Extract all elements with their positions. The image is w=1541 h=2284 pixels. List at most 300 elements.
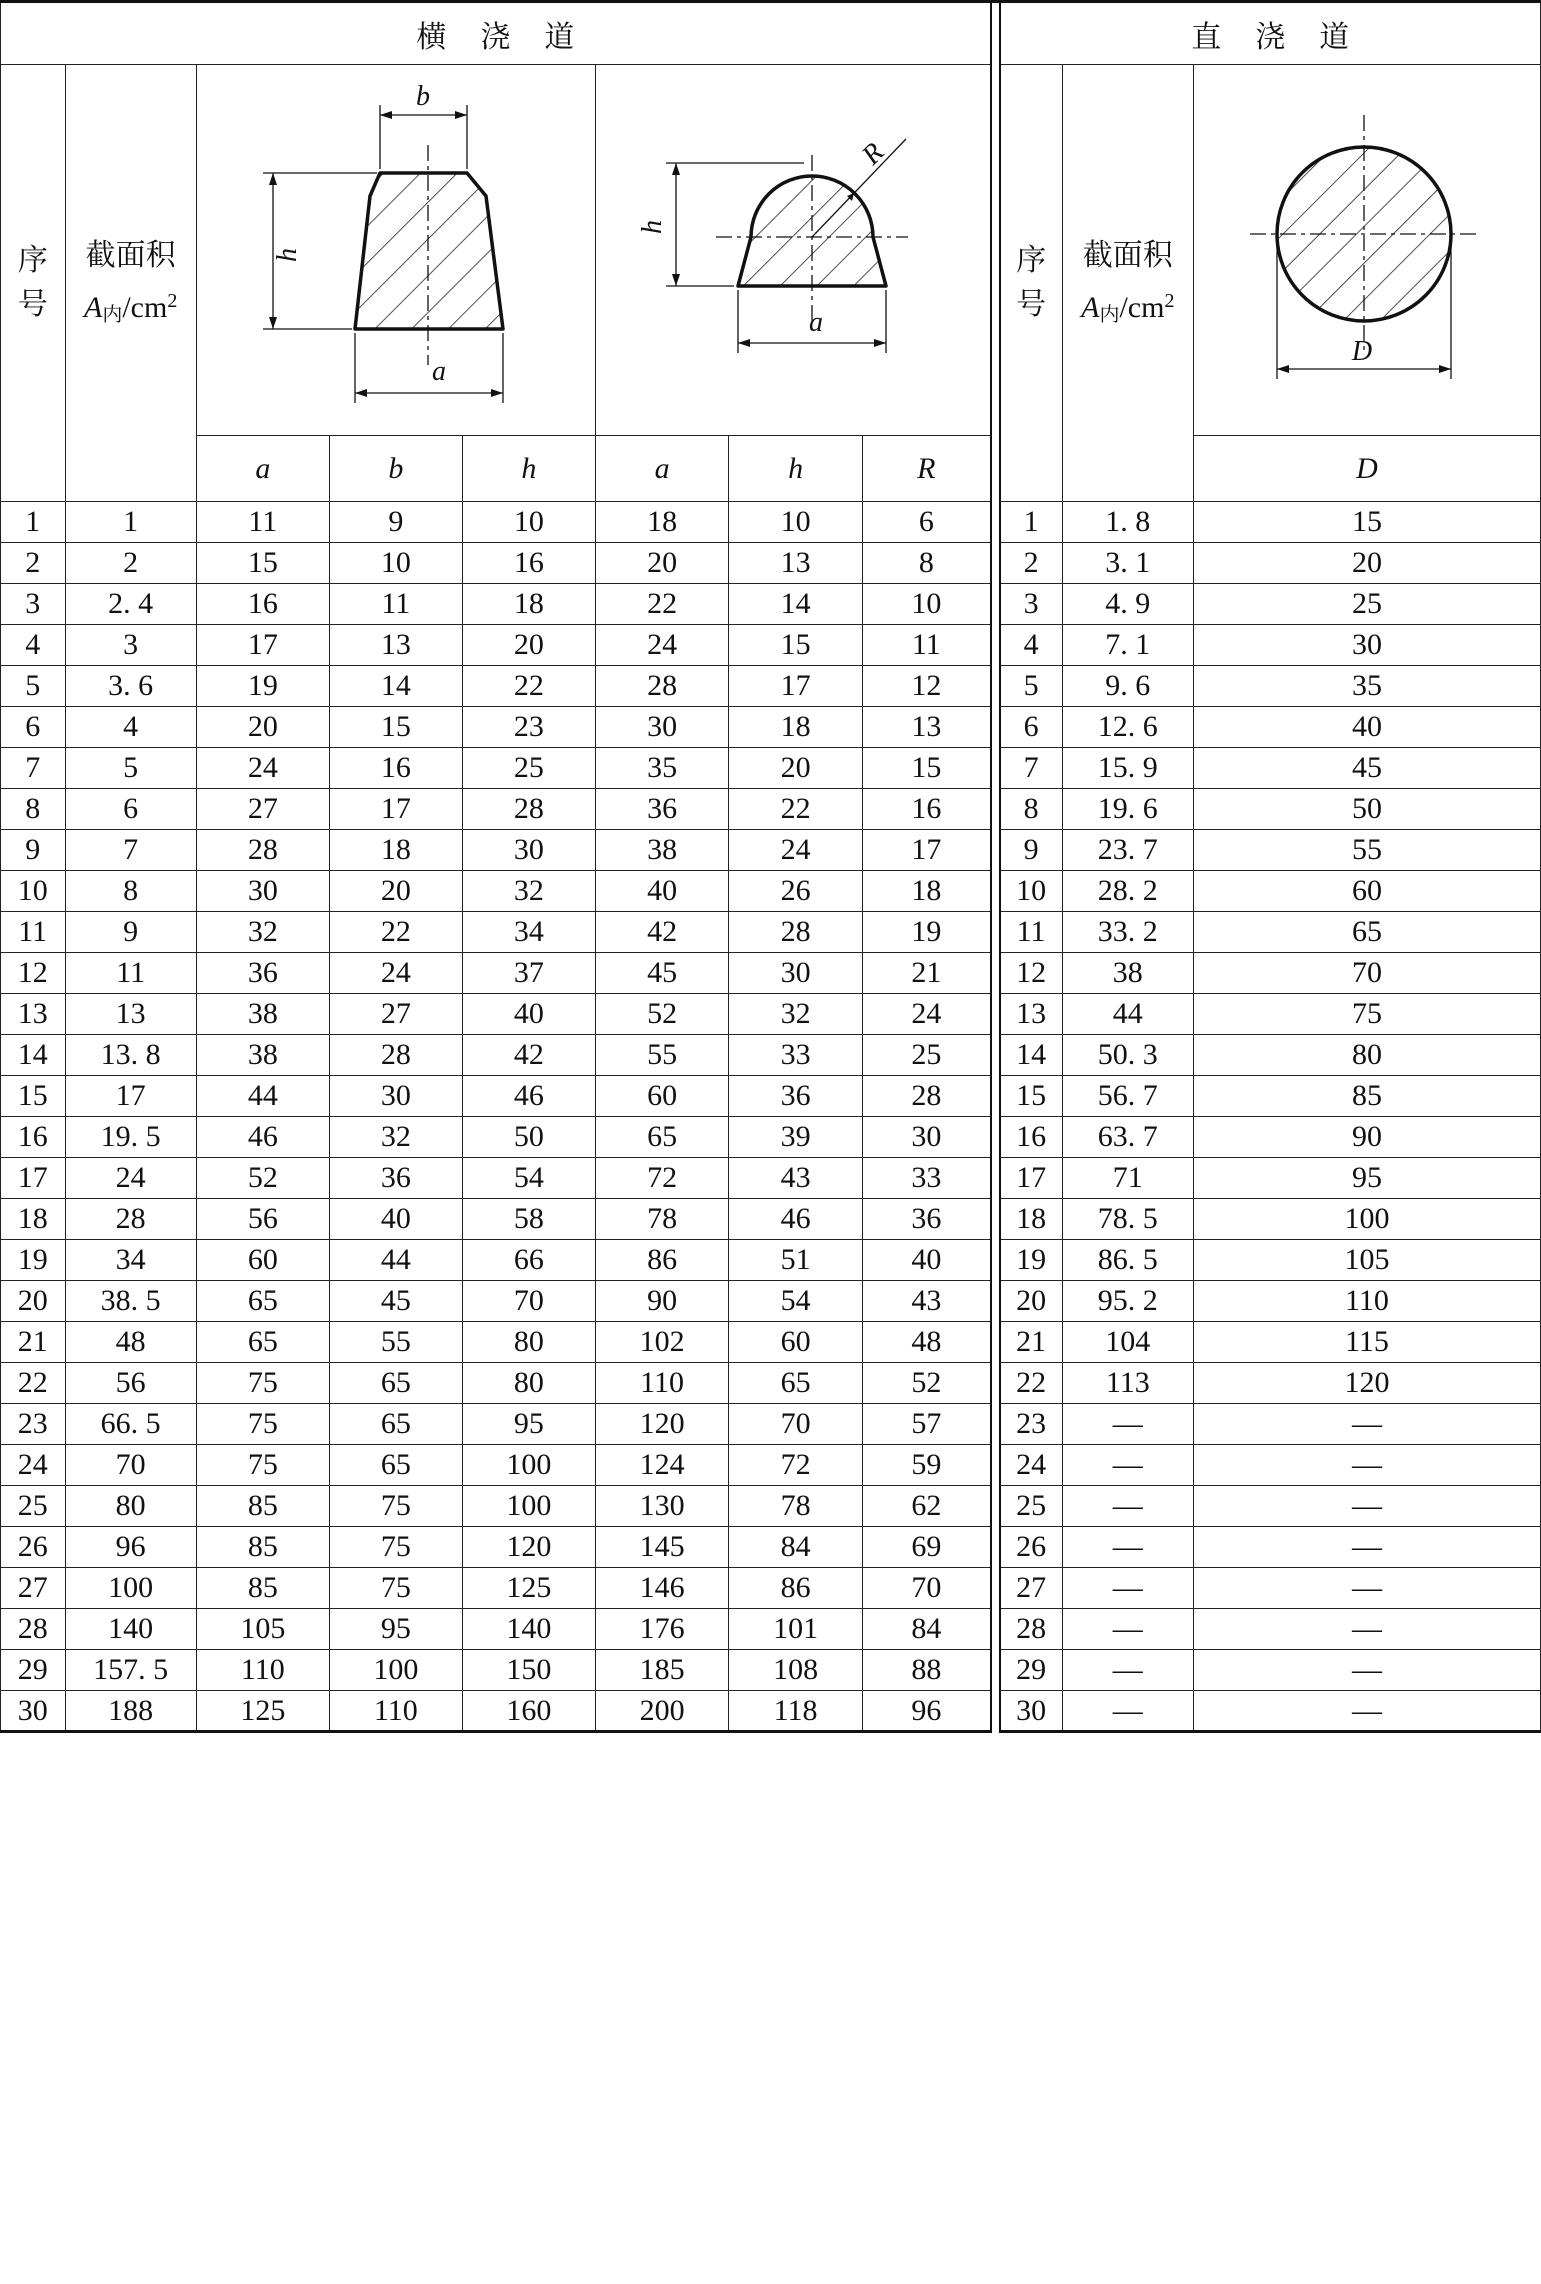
sprue-no-cell: 6 — [1000, 707, 1063, 748]
sprue-d-cell: 110 — [1193, 1281, 1540, 1322]
trap-a-cell: 75 — [196, 1404, 329, 1445]
dome-h-cell: 43 — [729, 1158, 863, 1199]
circle-d-header: D — [1193, 436, 1540, 502]
row-no-cell: 16 — [1, 1117, 66, 1158]
sprue-area-cell: 4. 9 — [1062, 584, 1193, 625]
trapezoid-runner-figure-cell — [196, 65, 595, 436]
trap-h-cell: 100 — [462, 1486, 595, 1527]
runner-area-cell: 19. 5 — [65, 1117, 196, 1158]
dome-h-cell: 60 — [729, 1322, 863, 1363]
trap-h-cell: 34 — [462, 912, 595, 953]
sprue-no-cell: 7 — [1000, 748, 1063, 789]
sprue-d-cell: 60 — [1193, 871, 1540, 912]
trap-a-cell: 32 — [196, 912, 329, 953]
trap-h-cell: 150 — [462, 1650, 595, 1691]
trap-a-cell: 65 — [196, 1322, 329, 1363]
table-row — [1, 1117, 1541, 1158]
table-row — [1, 1527, 1541, 1568]
trap-b-cell: 18 — [329, 830, 462, 871]
dome-h-cell: 28 — [729, 912, 863, 953]
runner-area-cell: 48 — [65, 1322, 196, 1363]
dome-h-cell: 65 — [729, 1363, 863, 1404]
trap-b-cell: 75 — [329, 1527, 462, 1568]
table-row — [1, 953, 1541, 994]
trap-h-cell: 37 — [462, 953, 595, 994]
sprue-no-cell: 22 — [1000, 1363, 1063, 1404]
sprue-d-cell: — — [1193, 1527, 1540, 1568]
row-no-cell: 5 — [1, 666, 66, 707]
sprue-no-cell: 9 — [1000, 830, 1063, 871]
trap-a-cell: 85 — [196, 1486, 329, 1527]
dome-a-cell: 20 — [595, 543, 729, 584]
table-row — [1, 666, 1541, 707]
dome-r-cell: 96 — [862, 1691, 991, 1732]
dome-a-cell: 124 — [595, 1445, 729, 1486]
trap-b-cell: 65 — [329, 1404, 462, 1445]
table-row — [1, 1404, 1541, 1445]
trap-a-cell: 65 — [196, 1281, 329, 1322]
sprue-area-cell: 23. 7 — [1062, 830, 1193, 871]
sprue-d-cell: 40 — [1193, 707, 1540, 748]
dome-r-cell: 88 — [862, 1650, 991, 1691]
trap-h-cell: 120 — [462, 1527, 595, 1568]
runner-area-cell: 2 — [65, 543, 196, 584]
sprue-area-cell: 71 — [1062, 1158, 1193, 1199]
sprue-d-cell: 90 — [1193, 1117, 1540, 1158]
dome-a-cell: 36 — [595, 789, 729, 830]
dome-r-cell: 84 — [862, 1609, 991, 1650]
row-no-cell: 4 — [1, 625, 66, 666]
dome-r-cell: 10 — [862, 584, 991, 625]
dome-a-cell: 78 — [595, 1199, 729, 1240]
sprue-no-cell: 13 — [1000, 994, 1063, 1035]
svg-text:h: h — [271, 248, 303, 262]
runner-no-char-2: 号 — [17, 288, 48, 321]
sprue-no-cell: 1 — [1000, 502, 1063, 543]
row-no-cell: 12 — [1, 953, 66, 994]
row-no-cell: 29 — [1, 1650, 66, 1691]
sprue-d-cell: 95 — [1193, 1158, 1540, 1199]
sprue-area-cell: — — [1062, 1404, 1193, 1445]
trap-h-cell: 100 — [462, 1445, 595, 1486]
runner-area-cell: 188 — [65, 1691, 196, 1732]
row-no-cell: 28 — [1, 1609, 66, 1650]
dome-r-cell: 21 — [862, 953, 991, 994]
dome-r-cell: 69 — [862, 1527, 991, 1568]
trap-a-cell: 44 — [196, 1076, 329, 1117]
sprue-no-cell: 30 — [1000, 1691, 1063, 1732]
dome-a-cell: 42 — [595, 912, 729, 953]
sprue-no-header — [1000, 65, 1063, 502]
trap-a-cell: 56 — [196, 1199, 329, 1240]
dome-a-cell: 22 — [595, 584, 729, 625]
dome-r-cell: 59 — [862, 1445, 991, 1486]
sprue-d-cell: 105 — [1193, 1240, 1540, 1281]
dome-h-cell: 101 — [729, 1609, 863, 1650]
sprue-area-cell: 63. 7 — [1062, 1117, 1193, 1158]
trap-a-cell: 38 — [196, 1035, 329, 1076]
dome-h-cell: 46 — [729, 1199, 863, 1240]
runner-area-cell: 2. 4 — [65, 584, 196, 625]
table-row — [1, 1568, 1541, 1609]
dome-h-cell: 39 — [729, 1117, 863, 1158]
trap-h-cell: 95 — [462, 1404, 595, 1445]
sprue-d-cell: — — [1193, 1404, 1540, 1445]
trap-h-cell: 10 — [462, 502, 595, 543]
trap-a-cell: 75 — [196, 1445, 329, 1486]
dome-a-cell: 145 — [595, 1527, 729, 1568]
trap-b-cell: 24 — [329, 953, 462, 994]
row-no-cell: 30 — [1, 1691, 66, 1732]
table-row — [1, 502, 1541, 543]
sprue-d-cell: 120 — [1193, 1363, 1540, 1404]
runner-area-cell: 34 — [65, 1240, 196, 1281]
sprue-area-header: 截面积 $A_内/cm^2$ — [1062, 65, 1193, 502]
table-row — [1, 1691, 1541, 1732]
row-no-cell: 24 — [1, 1445, 66, 1486]
table-row — [1, 1158, 1541, 1199]
dome-h-cell: 108 — [729, 1650, 863, 1691]
sprue-area-cell: 38 — [1062, 953, 1193, 994]
trap-b-cell: 11 — [329, 584, 462, 625]
row-no-cell: 1 — [1, 502, 66, 543]
runner-area-cell: 17 — [65, 1076, 196, 1117]
trap-h-cell: 70 — [462, 1281, 595, 1322]
table-row — [1, 707, 1541, 748]
dome-r-cell: 11 — [862, 625, 991, 666]
row-no-cell: 10 — [1, 871, 66, 912]
dome-r-header: R — [862, 436, 991, 502]
dome-a-cell: 60 — [595, 1076, 729, 1117]
sprue-d-cell: — — [1193, 1609, 1540, 1650]
runner-area-cell: 3 — [65, 625, 196, 666]
sprue-d-cell: — — [1193, 1486, 1540, 1527]
dome-r-cell: 52 — [862, 1363, 991, 1404]
svg-text:R: R — [855, 136, 890, 171]
trap-h-cell: 40 — [462, 994, 595, 1035]
dome-h-cell: 33 — [729, 1035, 863, 1076]
dome-a-cell: 110 — [595, 1363, 729, 1404]
dome-r-cell: 16 — [862, 789, 991, 830]
dome-h-cell: 15 — [729, 625, 863, 666]
table-row — [1, 1609, 1541, 1650]
trap-a-cell: 28 — [196, 830, 329, 871]
trap-b-cell: 16 — [329, 748, 462, 789]
row-no-cell: 21 — [1, 1322, 66, 1363]
dome-a-header: a — [595, 436, 729, 502]
table-row — [1, 830, 1541, 871]
trap-a-cell: 85 — [196, 1568, 329, 1609]
dome-h-cell: 24 — [729, 830, 863, 871]
dome-a-cell: 55 — [595, 1035, 729, 1076]
trap-b-cell: 15 — [329, 707, 462, 748]
dome-r-cell: 33 — [862, 1158, 991, 1199]
dome-r-cell: 40 — [862, 1240, 991, 1281]
sprue-section-title: 直浇道 — [1000, 2, 1541, 65]
dome-section-diagram — [596, 65, 990, 427]
table-row — [1, 994, 1541, 1035]
runner-area-cell: 100 — [65, 1568, 196, 1609]
sprue-no-cell: 25 — [1000, 1486, 1063, 1527]
row-no-cell: 2 — [1, 543, 66, 584]
trap-b-cell: 65 — [329, 1445, 462, 1486]
dome-h-cell: 14 — [729, 584, 863, 625]
symbol-header-row — [1, 436, 1541, 502]
sprue-area-cell: 33. 2 — [1062, 912, 1193, 953]
runner-area-cell: 4 — [65, 707, 196, 748]
runner-area-cell: 13 — [65, 994, 196, 1035]
trap-h-cell: 28 — [462, 789, 595, 830]
trap-a-cell: 16 — [196, 584, 329, 625]
dome-a-cell: 72 — [595, 1158, 729, 1199]
dome-h-cell: 30 — [729, 953, 863, 994]
trap-h-cell: 80 — [462, 1322, 595, 1363]
dome-r-cell: 19 — [862, 912, 991, 953]
sprue-d-cell: 65 — [1193, 912, 1540, 953]
sprue-area-cell: 9. 6 — [1062, 666, 1193, 707]
svg-text:a: a — [808, 307, 823, 338]
row-no-cell: 9 — [1, 830, 66, 871]
table-row — [1, 789, 1541, 830]
dome-h-cell: 32 — [729, 994, 863, 1035]
circle-section-diagram — [1194, 65, 1540, 427]
trap-b-cell: 65 — [329, 1363, 462, 1404]
trap-a-cell: 46 — [196, 1117, 329, 1158]
trap-b-cell: 28 — [329, 1035, 462, 1076]
sprue-no-cell: 23 — [1000, 1404, 1063, 1445]
trap-b-cell: 32 — [329, 1117, 462, 1158]
table-row — [1, 1363, 1541, 1404]
trap-b-cell: 13 — [329, 625, 462, 666]
trap-b-cell: 40 — [329, 1199, 462, 1240]
row-no-cell: 14 — [1, 1035, 66, 1076]
dome-h-cell: 118 — [729, 1691, 863, 1732]
sprue-no-cell: 21 — [1000, 1322, 1063, 1363]
sprue-d-cell: 20 — [1193, 543, 1540, 584]
sprue-no-cell: 20 — [1000, 1281, 1063, 1322]
row-no-cell: 25 — [1, 1486, 66, 1527]
table-row — [1, 1281, 1541, 1322]
dome-h-cell: 18 — [729, 707, 863, 748]
dome-h-cell: 78 — [729, 1486, 863, 1527]
sprue-no-cell: 24 — [1000, 1445, 1063, 1486]
circle-sprue-figure-cell — [1193, 65, 1540, 436]
dome-r-cell: 8 — [862, 543, 991, 584]
sprue-no-cell: 16 — [1000, 1117, 1063, 1158]
trap-b-cell: 75 — [329, 1486, 462, 1527]
trap-a-cell: 125 — [196, 1691, 329, 1732]
sprue-d-cell: 15 — [1193, 502, 1540, 543]
sprue-no-cell: 8 — [1000, 789, 1063, 830]
dome-a-cell: 185 — [595, 1650, 729, 1691]
sprue-no-char-2: 号 — [1016, 288, 1047, 321]
dome-a-cell: 90 — [595, 1281, 729, 1322]
row-no-cell: 19 — [1, 1240, 66, 1281]
runner-area-cell: 3. 6 — [65, 666, 196, 707]
dome-a-cell: 45 — [595, 953, 729, 994]
dome-h-header: h — [729, 436, 863, 502]
sprue-area-cell: 19. 6 — [1062, 789, 1193, 830]
row-no-cell: 8 — [1, 789, 66, 830]
sprue-no-cell: 4 — [1000, 625, 1063, 666]
sprue-d-cell: 35 — [1193, 666, 1540, 707]
dome-a-cell: 38 — [595, 830, 729, 871]
dome-h-cell: 54 — [729, 1281, 863, 1322]
dome-h-cell: 20 — [729, 748, 863, 789]
trap-b-cell: 44 — [329, 1240, 462, 1281]
table-row — [1, 1240, 1541, 1281]
dome-r-cell: 30 — [862, 1117, 991, 1158]
dome-r-cell: 25 — [862, 1035, 991, 1076]
trap-a-header: a — [196, 436, 329, 502]
dome-a-cell: 52 — [595, 994, 729, 1035]
dome-h-cell: 13 — [729, 543, 863, 584]
sprue-area-cell: 113 — [1062, 1363, 1193, 1404]
table-row — [1, 1445, 1541, 1486]
sprue-area-cell: 12. 6 — [1062, 707, 1193, 748]
section-divider — [991, 2, 1000, 1732]
sprue-d-cell: — — [1193, 1691, 1540, 1732]
trap-h-cell: 32 — [462, 871, 595, 912]
row-no-cell: 6 — [1, 707, 66, 748]
dome-r-cell: 12 — [862, 666, 991, 707]
table-row — [1, 871, 1541, 912]
runner-no-char-1: 序 — [17, 244, 48, 277]
dome-r-cell: 18 — [862, 871, 991, 912]
trap-a-cell: 20 — [196, 707, 329, 748]
sprue-area-cell: 95. 2 — [1062, 1281, 1193, 1322]
table-row — [1, 584, 1541, 625]
runner-area-cell: 9 — [65, 912, 196, 953]
sprue-area-cell: 7. 1 — [1062, 625, 1193, 666]
sprue-no-cell: 14 — [1000, 1035, 1063, 1076]
sprue-no-cell: 17 — [1000, 1158, 1063, 1199]
runner-area-cell: 6 — [65, 789, 196, 830]
trap-b-cell: 100 — [329, 1650, 462, 1691]
dome-r-cell: 13 — [862, 707, 991, 748]
sprue-no-cell: 19 — [1000, 1240, 1063, 1281]
dome-a-cell: 146 — [595, 1568, 729, 1609]
dome-runner-figure-cell — [595, 65, 991, 436]
sprue-d-cell: 85 — [1193, 1076, 1540, 1117]
sprue-area-cell: — — [1062, 1650, 1193, 1691]
runner-area-cell: 38. 5 — [65, 1281, 196, 1322]
sprue-no-cell: 28 — [1000, 1609, 1063, 1650]
row-no-cell: 23 — [1, 1404, 66, 1445]
dome-a-cell: 130 — [595, 1486, 729, 1527]
runner-area-cell: 1 — [65, 502, 196, 543]
dome-h-cell: 84 — [729, 1527, 863, 1568]
trap-h-cell: 140 — [462, 1609, 595, 1650]
dome-r-cell: 17 — [862, 830, 991, 871]
row-no-cell: 22 — [1, 1363, 66, 1404]
sprue-area-cell: — — [1062, 1486, 1193, 1527]
row-no-cell: 3 — [1, 584, 66, 625]
sprue-no-cell: 11 — [1000, 912, 1063, 953]
trap-h-cell: 25 — [462, 748, 595, 789]
sprue-d-cell: — — [1193, 1445, 1540, 1486]
sprue-no-cell: 27 — [1000, 1568, 1063, 1609]
sprue-d-cell: 80 — [1193, 1035, 1540, 1076]
dome-h-cell: 72 — [729, 1445, 863, 1486]
table-row — [1, 543, 1541, 584]
row-no-cell: 20 — [1, 1281, 66, 1322]
trap-h-cell: 23 — [462, 707, 595, 748]
dome-h-cell: 70 — [729, 1404, 863, 1445]
trap-h-cell: 54 — [462, 1158, 595, 1199]
trap-b-cell: 10 — [329, 543, 462, 584]
row-no-cell: 11 — [1, 912, 66, 953]
trap-b-cell: 17 — [329, 789, 462, 830]
table-row — [1, 1035, 1541, 1076]
trapezoid-section-diagram — [197, 65, 595, 427]
dome-a-cell: 102 — [595, 1322, 729, 1363]
trap-a-cell: 110 — [196, 1650, 329, 1691]
trap-a-cell: 11 — [196, 502, 329, 543]
trap-h-cell: 46 — [462, 1076, 595, 1117]
trap-a-cell: 52 — [196, 1158, 329, 1199]
table-row — [1, 748, 1541, 789]
sprue-d-cell: 55 — [1193, 830, 1540, 871]
dome-a-cell: 176 — [595, 1609, 729, 1650]
dome-a-cell: 120 — [595, 1404, 729, 1445]
trap-b-cell: 20 — [329, 871, 462, 912]
trap-b-cell: 95 — [329, 1609, 462, 1650]
row-no-cell: 7 — [1, 748, 66, 789]
sprue-area-cell: 78. 5 — [1062, 1199, 1193, 1240]
trap-h-cell: 20 — [462, 625, 595, 666]
sprue-d-cell: 50 — [1193, 789, 1540, 830]
section-title-row — [1, 2, 1541, 65]
dome-r-cell: 57 — [862, 1404, 991, 1445]
trap-a-cell: 15 — [196, 543, 329, 584]
trap-h-cell: 16 — [462, 543, 595, 584]
trap-a-cell: 105 — [196, 1609, 329, 1650]
dome-a-cell: 28 — [595, 666, 729, 707]
dome-r-cell: 24 — [862, 994, 991, 1035]
trap-a-cell: 30 — [196, 871, 329, 912]
table-row — [1, 1199, 1541, 1240]
runner-area-cell: 96 — [65, 1527, 196, 1568]
trap-h-cell: 58 — [462, 1199, 595, 1240]
sprue-area-cell: 50. 3 — [1062, 1035, 1193, 1076]
row-no-cell: 17 — [1, 1158, 66, 1199]
trap-h-cell: 160 — [462, 1691, 595, 1732]
table-row — [1, 1486, 1541, 1527]
table-row — [1, 1076, 1541, 1117]
runner-area-cell: 70 — [65, 1445, 196, 1486]
runner-area-cell: 5 — [65, 748, 196, 789]
runner-area-cell: 8 — [65, 871, 196, 912]
row-no-cell: 26 — [1, 1527, 66, 1568]
trap-h-header: h — [462, 436, 595, 502]
runner-area-cell: 56 — [65, 1363, 196, 1404]
trap-a-cell: 75 — [196, 1363, 329, 1404]
runner-area-cell: 157. 5 — [65, 1650, 196, 1691]
dome-h-cell: 36 — [729, 1076, 863, 1117]
dome-a-cell: 35 — [595, 748, 729, 789]
trap-h-cell: 66 — [462, 1240, 595, 1281]
runner-area-cell: 28 — [65, 1199, 196, 1240]
trap-a-cell: 17 — [196, 625, 329, 666]
dome-h-cell: 51 — [729, 1240, 863, 1281]
runner-area-cell: 66. 5 — [65, 1404, 196, 1445]
table-row — [1, 1322, 1541, 1363]
runner-area-cell: 140 — [65, 1609, 196, 1650]
runner-area-header: 截面积 $A_内/cm^2$ — [65, 65, 196, 502]
dome-a-cell: 65 — [595, 1117, 729, 1158]
sprue-no-cell: 10 — [1000, 871, 1063, 912]
